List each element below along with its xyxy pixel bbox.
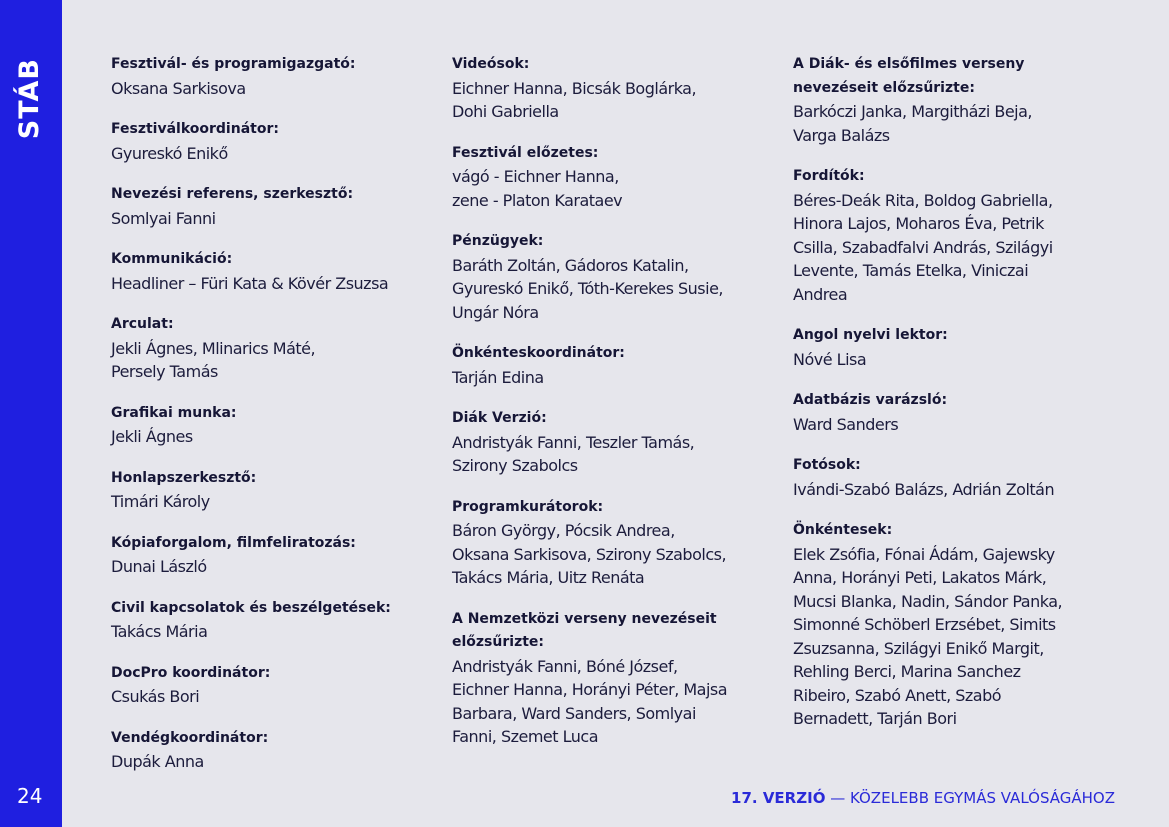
credit-section [111, 118, 441, 165]
credit-section [452, 230, 782, 324]
credit-role: Fordítók: [793, 168, 865, 184]
credit-role: A Diák- és elsőfilmes verseny nevezéseit előzsűrizte: [793, 56, 1025, 96]
credit-names: Csukás Bori [111, 687, 200, 706]
credit-role: DocPro koordinátor: [111, 664, 271, 681]
credit-role: Vendégkoordinátor: [111, 729, 269, 746]
credit-section [793, 165, 1123, 306]
credit-names: Elek Zsófia, Fónai Ádám, Gajewsky Anna, Horányi Peti, Lakatos Márk, Mucsi Blanka, Nadin, Sándor Panka, Simonné Schöberl Erzsébet, Simits Zsuzsanna, Szilágyi Enikő Margit, Rehling Berci, Marina Sanchez Ribeiro, Szabó Anett, Szabó Bernadett, Tarján Bori [793, 544, 1063, 728]
credit-names: vágó - Eichner Hanna, zene - Platon Karataev [452, 167, 623, 210]
credit-role: Civil kapcsolatok és beszélgetések: [111, 599, 391, 616]
credit-role: Adatbázis varázsló: [793, 392, 948, 408]
footer [731, 789, 1115, 807]
credit-names: Gyureskó Enikő [111, 143, 228, 163]
credit-section [793, 53, 1123, 147]
credit-names: Jekli Ágnes [111, 427, 193, 446]
credit-role: Fesztivál- és programigazgató: [111, 56, 356, 72]
credit-section [793, 324, 1123, 371]
footer-edition: 17. VERZIÓ [731, 789, 826, 807]
credit-names: Somlyai Fanni [111, 208, 216, 228]
credit-role: Programkurátorok: [452, 498, 604, 515]
credit-section [111, 662, 441, 709]
credit-section [111, 727, 441, 774]
credit-role: Angol nyelvi lektor: [793, 327, 948, 343]
credit-role: Kommunikáció: [111, 251, 233, 267]
credit-names: Dunai László [111, 557, 207, 576]
credit-role: Kópiaforgalom, filmfeliratozás: [111, 534, 356, 551]
column-3 [793, 53, 1123, 749]
credit-names: Andristyák Fanni, Teszler Tamás, Szirony Szabolcs [452, 432, 695, 475]
column-2 [452, 53, 782, 767]
credit-section [111, 532, 441, 579]
sidebar [0, 0, 62, 827]
credit-role: Nevezési referens, szerkesztő: [111, 186, 354, 202]
credit-names: Jekli Ágnes, Mlinarics Máté, Persely Tamás [111, 338, 316, 381]
credit-role: Diák Verzió: [452, 410, 547, 426]
credit-section [793, 454, 1123, 501]
credit-section [793, 389, 1123, 436]
credit-names: Barkóczi Janka, Margitházi Beja, Varga Balázs [793, 102, 1033, 145]
credit-section [111, 313, 441, 384]
credit-section [111, 183, 441, 230]
credit-names: Nóvé Lisa [793, 349, 867, 369]
credit-names: Takács Mária [111, 622, 208, 641]
credit-names: Báron György, Pócsik Andrea, Oksana Sarkisova, Szirony Szabolcs, Takács Mária, Uitz Renáta [452, 521, 727, 587]
credit-section [111, 248, 441, 295]
credit-names: Béres-Deák Rita, Boldog Gabriella, Hinora Lajos, Moharos Éva, Petrik Csilla, Szabadfalvi András, Szilágyi Levente, Tamás Etelka, Viniczai Andrea [793, 190, 1053, 304]
credit-section [452, 142, 782, 213]
credit-role: Önkéntesek: [793, 522, 893, 538]
credit-section [111, 402, 441, 449]
credit-role: Arculat: [111, 316, 174, 332]
credit-role: A Nemzetközi verseny nevezéseit előzsűrizte: [452, 610, 717, 650]
footer-tagline: — KÖZELEBB EGYMÁS VALÓSÁGÁHOZ [825, 789, 1115, 807]
credit-names: Baráth Zoltán, Gádoros Katalin, Gyureskó Enikő, Tóth-Kerekes Susie, Ungár Nóra [452, 255, 724, 322]
credit-section [452, 53, 782, 124]
section-title: STÁB [14, 58, 45, 140]
credit-names: Headliner – Füri Kata & Kövér Zsuzsa [111, 273, 389, 293]
credit-section [111, 53, 441, 100]
credit-section [793, 519, 1123, 731]
credit-names: Dupák Anna [111, 752, 204, 771]
credit-section [452, 342, 782, 389]
credit-names: Tarján Edina [452, 367, 544, 387]
column-1 [111, 53, 441, 792]
credit-role: Honlapszerkesztő: [111, 469, 257, 486]
credit-names: Timári Károly [111, 492, 210, 511]
credit-names: Andristyák Fanni, Bóné József, Eichner Hanna, Horányi Péter, Majsa Barbara, Ward Sanders, Somlyai Fanni, Szemet Luca [452, 656, 728, 746]
credit-section [452, 496, 782, 590]
credit-section [111, 597, 441, 644]
credit-role: Videósok: [452, 56, 530, 72]
credit-names: Ward Sanders [793, 414, 899, 434]
credit-role: Fesztiválkoordinátor: [111, 121, 279, 137]
credit-role: Grafikai munka: [111, 404, 237, 421]
credit-names: Oksana Sarkisova [111, 78, 246, 98]
page-number: 24 [17, 784, 43, 808]
credit-section [452, 407, 782, 478]
credit-role: Pénzügyek: [452, 233, 544, 249]
credit-role: Önkénteskoordinátor: [452, 345, 625, 361]
credit-role: Fesztivál előzetes: [452, 144, 599, 161]
credit-role: Fotósok: [793, 457, 861, 473]
credit-section [111, 467, 441, 514]
credit-section [452, 608, 782, 749]
credit-names: Eichner Hanna, Bicsák Boglárka, Dohi Gabriella [452, 78, 697, 121]
credit-names: Ivándi-Szabó Balázs, Adrián Zoltán [793, 479, 1055, 499]
